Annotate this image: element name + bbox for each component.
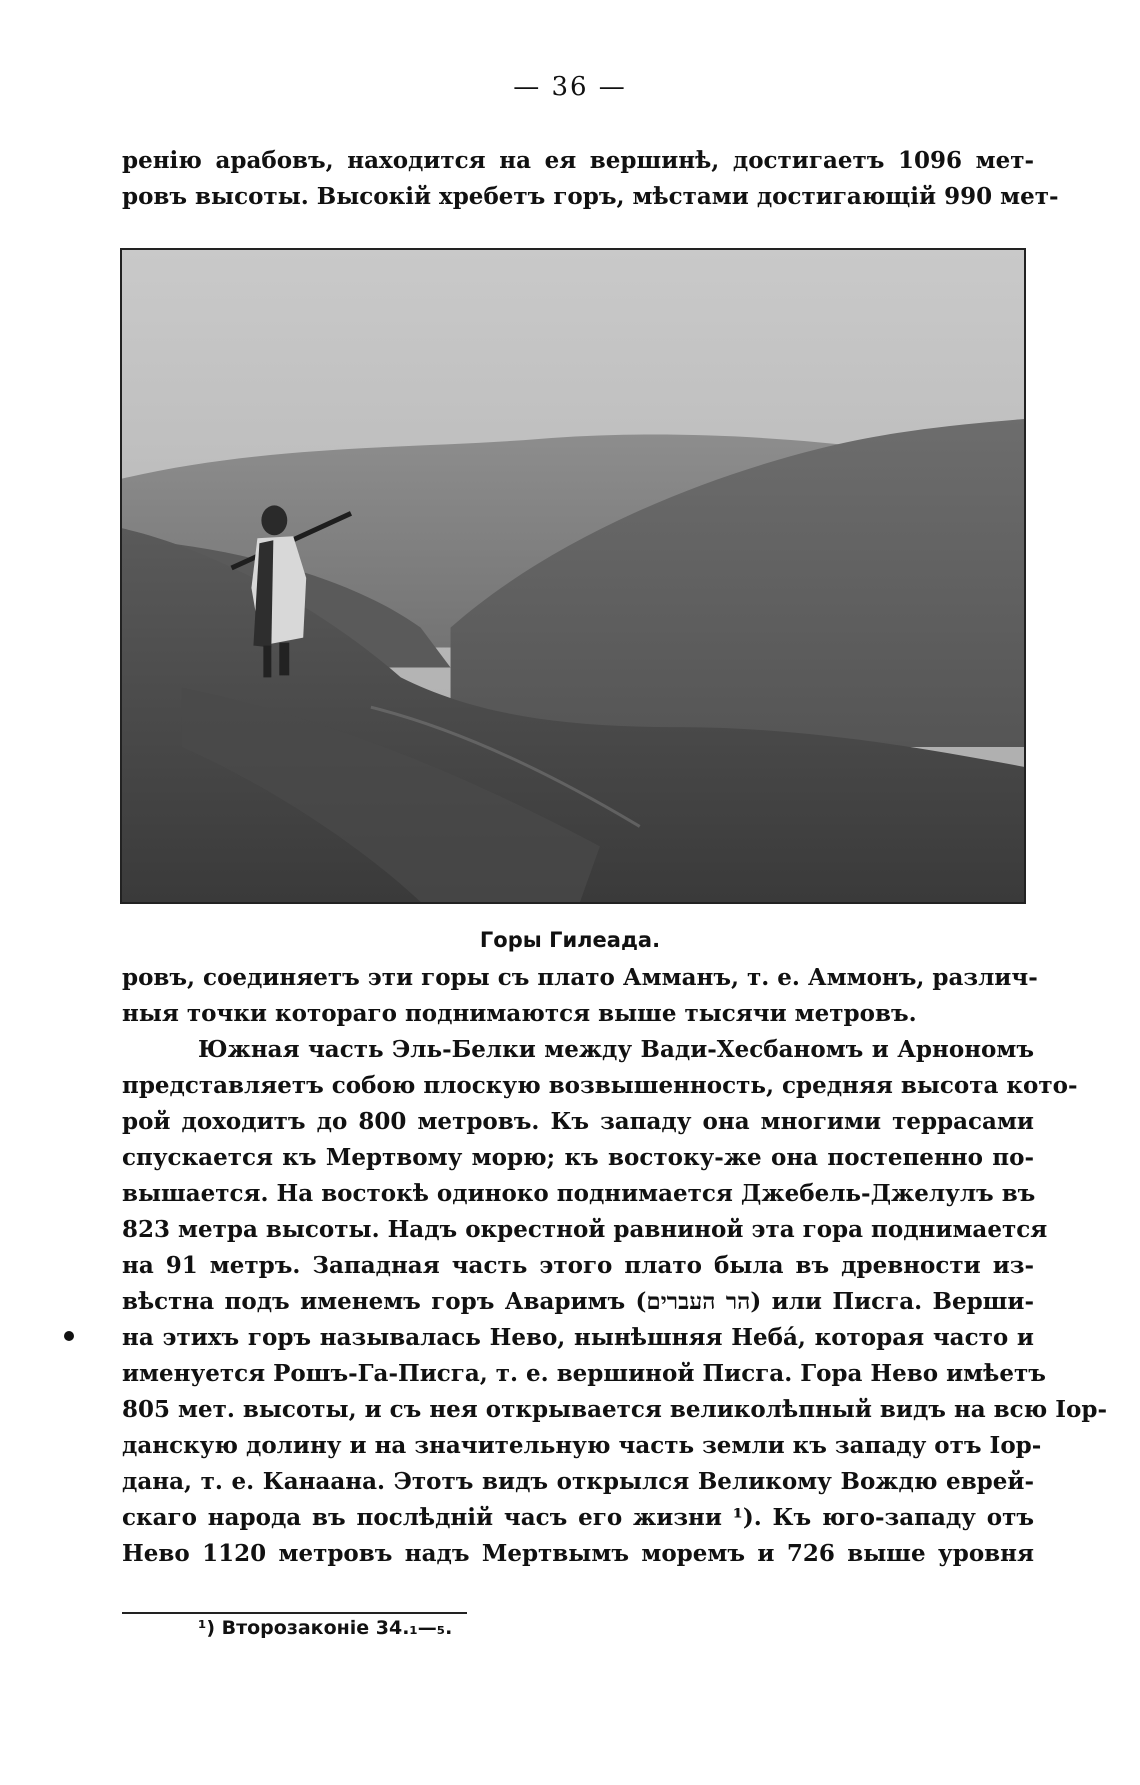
text-line: дана, т. е. Канаана. Этотъ видъ открылся Великому Вождю еврей-	[122, 1468, 1034, 1495]
text-line: данскую долину и на значительную часть земли къ западу отъ Іор-	[122, 1432, 1042, 1459]
page-number: — 36 —	[513, 72, 627, 102]
text-line: скаго народа въ послѣдній часъ его жизни ¹). Къ юго-западу отъ	[122, 1504, 1034, 1531]
text-line: вѣстна подъ именемъ горъ Аваримъ (הר העברים) или Писга. Верши-	[122, 1288, 1035, 1315]
footnote-divider	[122, 1612, 467, 1614]
photo-figure	[120, 248, 1026, 904]
margin-dot	[64, 1331, 74, 1341]
text-line: 823 метра высоты. Надъ окрестной равниной эта гора поднимается	[122, 1216, 1048, 1243]
text-line: рой доходитъ до 800 метровъ. Къ западу она многими террасами	[122, 1108, 1034, 1135]
text-line: на этихъ горъ называлась Нево, нынѣшняя Небá, которая часто и	[122, 1324, 1034, 1351]
text-line: представляетъ собою плоскую возвышенность, средняя высота кото-	[122, 1072, 1078, 1099]
figure-caption: Горы Гилеада.	[479, 928, 661, 952]
text-line: Нево 1120 метровъ надъ Мертвымъ моремъ и 726 выше уровня	[122, 1540, 1034, 1567]
mountain-landscape-photo	[122, 250, 1024, 902]
text-line: 805 мет. высоты, и съ нея открывается великолѣпный видъ на всю Іор-	[122, 1396, 1107, 1423]
text-line: вышается. На востокѣ одиноко поднимается Джебель-Джелулъ въ	[122, 1180, 1036, 1207]
text-line: ренію арабовъ, находится на ея вершинѣ, достигаетъ 1096 мет-	[122, 147, 1034, 174]
text-line: Южная часть Эль-Белки между Вади-Хесбаномъ и Арнономъ	[198, 1036, 1034, 1063]
text-line: ровъ, соединяетъ эти горы съ плато Амманъ, т. е. Аммонъ, различ-	[122, 964, 1038, 991]
body-text	[122, 960, 1107, 1572]
text-line: ныя точки котораго поднимаются выше тысячи метровъ.	[122, 1000, 917, 1027]
text-line: именуется Рошъ-Га-Писга, т. е. вершиной Писга. Гора Нево имѣетъ	[122, 1360, 1046, 1387]
top-text	[122, 143, 1059, 215]
footnote: ¹) Второзаконіе 34.₁—₅.	[198, 1617, 453, 1639]
text-line: на 91 метръ. Западная часть этого плато была въ древности из-	[122, 1252, 1034, 1279]
text-line: ровъ высоты. Высокій хребетъ горъ, мѣстами достигающій 990 мет-	[122, 183, 1059, 210]
text-line: спускается къ Мертвому морю; къ востоку-же она постепенно по-	[122, 1144, 1034, 1171]
